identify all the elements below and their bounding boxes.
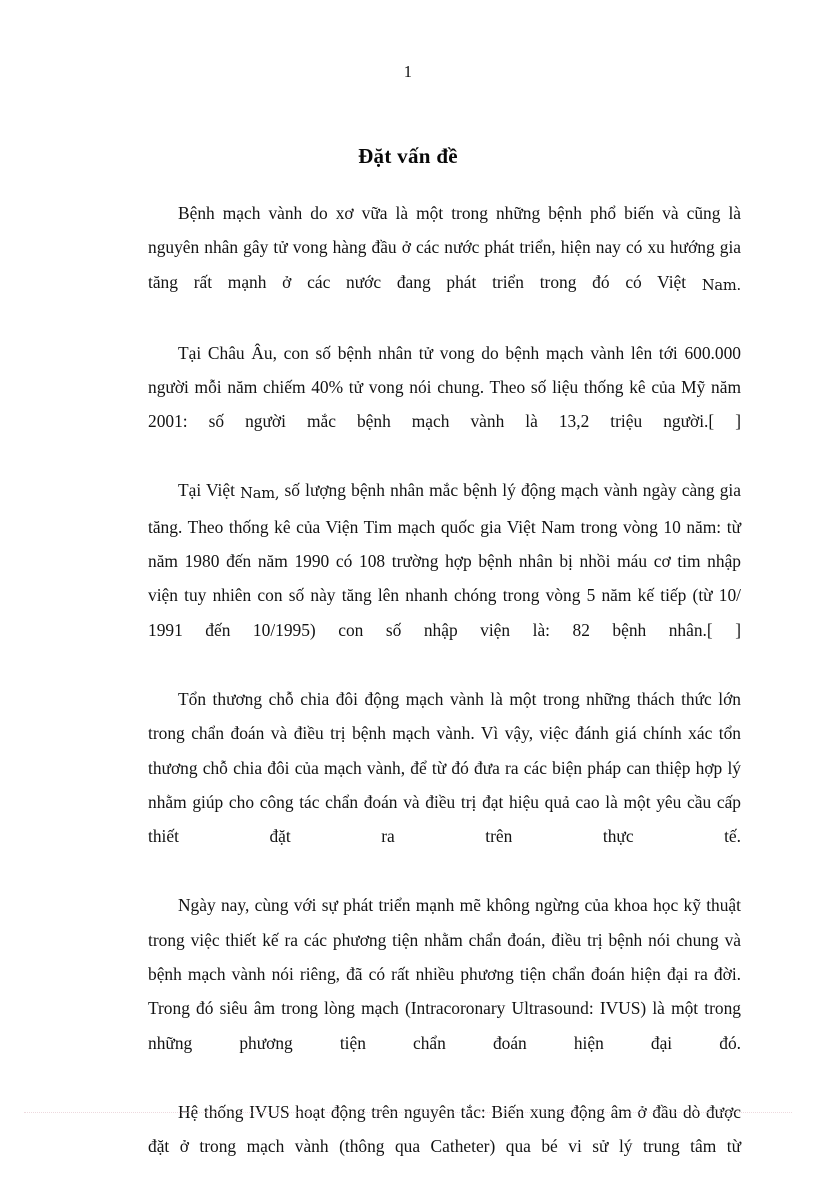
paragraph-5-text: Ngày nay, cùng với sự phát triển mạnh mẽ không ngừng của khoa học kỹ thuật trong việc thiết kế ra các phương tiện nhằm chẩn đoán, điều trị bệnh nói chung và bệnh mạch vành nói riêng, đã có rất nhiều phương tiện chẩn đoán hiện đại ra đời. Trong đó siêu âm trong lòng mạch (Intracoronary Ultrasound: IVUS) là một trong những phương tiện chẩn đoán hiện đại đó. xyxy=(148,895,741,1053)
paragraph-1 xyxy=(148,196,741,336)
paragraph-4-text: Tổn thương chỗ chia đôi động mạch vành là một trong những thách thức lớn trong chẩn đoán và điều trị bệnh mạch vành. Vì vậy, việc đánh giá chính xác tổn thương chỗ chia đôi của mạch vành, để từ đó đưa ra các biện pháp can thiệp hợp lý nhằm giúp cho công tác chẩn đoán và điều trị đạt hiệu quả cao là một yêu cầu cấp thiết đặt ra trên thực tế. xyxy=(148,688,741,847)
paragraph-6 xyxy=(148,1095,741,1198)
paragraph-3 xyxy=(148,473,741,681)
paragraph-3-substituted-word: Nam, xyxy=(240,485,280,503)
paragraph-3-text-after: số lượng bệnh nhân mắc bệnh lý động mạch vành ngày càng gia tăng. Theo thống kê của Viện Tim mạch quốc gia Việt Nam trong vòng 10 năm: từ năm 1980 đến năm 1990 có 108 trường hợp bệnh nhân bị nhồi máu cơ tim nhập viện tuy nhiên con số này tăng lên nhanh chóng trong vòng 5 năm kế tiếp (từ 10/ 1991 đến 10/1995) con số nhập viện là: 82 bệnh nhân.[ ] xyxy=(148,480,741,640)
scan-artifact-line xyxy=(24,1112,792,1114)
body-text-column xyxy=(148,196,741,1198)
page-number: 1 xyxy=(403,62,413,81)
paragraph-2 xyxy=(148,336,741,474)
paragraph-1-substituted-word: Nam. xyxy=(701,276,741,294)
paragraph-1-text: Bệnh mạch vành do xơ vữa là một trong những bệnh phổ biến và cũng là nguyên nhân gây tử vong hàng đầu ở các nước phát triển, hiện nay có xu hướng gia tăng rất mạnh ở các nước đang phát triển trong đó có Việt xyxy=(148,203,741,292)
paragraph-2-text: Tại Châu Âu, con số bệnh nhân tử vong do bệnh mạch vành lên tới 600.000 người mỗi năm chiếm 40% tử vong nói chung. Theo số liệu thống kê của Mỹ năm 2001: số người mắc bệnh mạch vành là 13,2 triệu người.[ ] xyxy=(148,342,741,432)
page-title: Đặt vấn đề xyxy=(358,144,458,169)
paragraph-6-text: Hệ thống IVUS hoạt động trên nguyên tắc: Biến xung động âm ở đầu dò được đặt ở trong mạch vành (thông qua Catheter) qua bé vi sử lý trung tâm từ xyxy=(148,1101,741,1156)
paragraph-4 xyxy=(148,682,741,888)
paragraph-3-text-before: Tại Việt xyxy=(178,480,241,501)
paragraph-5 xyxy=(148,888,741,1094)
